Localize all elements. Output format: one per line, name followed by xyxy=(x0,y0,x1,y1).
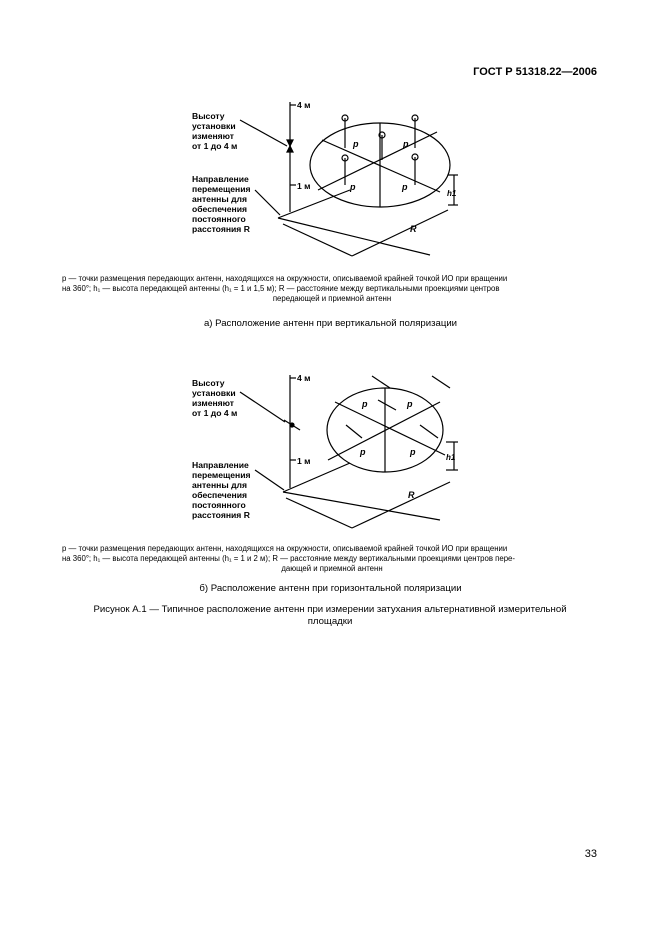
figure-a-caption: а) Расположение антенн при вертикальной поляризации xyxy=(203,318,458,329)
r-label: R xyxy=(408,490,415,500)
figure-b-note: p — точки размещения передающих антенн, находящихся на окружности, описываемой крайней точкой ИО при вращении на 360°; h₁ — высота передающей антенны (h₁ = 1 и 2 м); R — расстояние между вертикальными проекциями центров пере- дающей и приемной антенн xyxy=(62,544,515,573)
p-label: p xyxy=(360,447,366,457)
direction-label-b: Направление перемещения антенны для обеспечения постоянного расстояния R xyxy=(192,460,251,520)
mark-4m: 4 м xyxy=(297,100,311,110)
ground-line-2 xyxy=(278,218,430,255)
p-label: p xyxy=(410,447,416,457)
page-number: 33 xyxy=(584,848,597,860)
figure-b-diagram xyxy=(0,360,661,560)
figure-caption: Рисунок А.1 — Типичное расположение антенн при измерении затухания альтернативной измерительной площадки xyxy=(93,604,567,627)
mark-1m: 1 м xyxy=(297,181,311,191)
r-label: R xyxy=(410,224,417,234)
document-header: ГОСТ Р 51318.22—2006 xyxy=(473,66,597,78)
p-label: p xyxy=(407,399,413,409)
p-label: p xyxy=(362,399,368,409)
p-label: p xyxy=(353,139,359,149)
height-label-b: Высоту установки изменяют от 1 до 4 м xyxy=(192,378,238,418)
height-label-a: Высоту установки изменяют от 1 до 4 м xyxy=(192,111,238,151)
mark-4m: 4 м xyxy=(297,373,311,383)
h1-label: h1 xyxy=(447,189,457,198)
mark-1m: 1 м xyxy=(297,456,311,466)
figure-b-caption: б) Расположение антенн при горизонтальной поляризации xyxy=(199,583,462,594)
p-label: p xyxy=(402,182,408,192)
p-label: p xyxy=(403,139,409,149)
p-label: p xyxy=(350,182,356,192)
ground-line-1 xyxy=(278,190,350,218)
h1-label: h1 xyxy=(446,453,456,462)
direction-label-a: Направление перемещения антенны для обеспечения постоянного расстояния R xyxy=(192,174,251,234)
figure-a-note: p — точки размещения передающих антенн, находящихся на окружности, описываемой крайней точкой ИО при вращении на 360°; h₁ — высота передающей антенны (h₁ = 1 и 1,5 м); R — расстояние между вертикальными проекциями центров передающей и приемной антенн xyxy=(62,274,508,303)
figure-a-diagram xyxy=(0,0,661,260)
